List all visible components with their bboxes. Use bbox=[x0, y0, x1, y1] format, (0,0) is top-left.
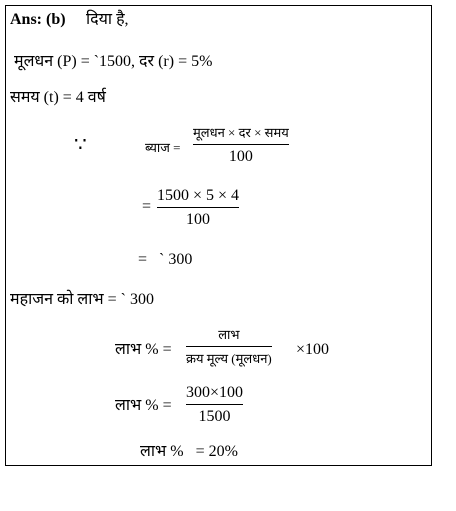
step2-fraction bbox=[157, 186, 239, 230]
step2-numerator: 1500 × 5 × 4 bbox=[157, 187, 240, 204]
profit-pct2-lhs: लाभ % = bbox=[115, 397, 172, 414]
final-result: लाभ % = 20% bbox=[140, 443, 238, 460]
interest-fraction bbox=[193, 123, 289, 167]
profit-pct-multiplier: ×100 bbox=[296, 341, 330, 358]
since-symbol: ∵ bbox=[74, 134, 87, 156]
profit-pct2-denominator: 1500 bbox=[198, 408, 231, 425]
profit-pct-denominator: क्रय मूल्य (मूलधन) bbox=[186, 351, 272, 366]
profit-pct2-fraction bbox=[186, 383, 243, 427]
fraction-bar bbox=[186, 404, 243, 405]
profit-pct-fraction bbox=[186, 325, 272, 369]
interest-denominator: 100 bbox=[228, 148, 253, 165]
fraction-bar bbox=[193, 144, 289, 145]
given-intro: दिया है, bbox=[86, 11, 129, 28]
step2-equals: = bbox=[142, 198, 152, 215]
time-line: समय (t) = 4 वर्ष bbox=[10, 89, 106, 106]
fraction-bar bbox=[186, 346, 272, 347]
principal-rate-line: मूलधन (P) = `1500, दर (r) = 5% bbox=[14, 53, 213, 70]
answer-label: Ans: (b) bbox=[10, 11, 66, 28]
interest-lhs: ब्याज = bbox=[145, 140, 181, 155]
step3-result: = ` 300 bbox=[138, 251, 193, 268]
profit-pct-numerator: लाभ bbox=[218, 327, 240, 342]
step2-denominator: 100 bbox=[186, 211, 211, 228]
profit-line: महाजन को लाभ = ` 300 bbox=[10, 291, 154, 308]
interest-numerator: मूलधन × दर × समय bbox=[193, 125, 289, 140]
profit-pct-lhs: लाभ % = bbox=[115, 341, 172, 358]
fraction-bar bbox=[157, 207, 239, 208]
profit-pct2-numerator: 300×100 bbox=[186, 384, 244, 401]
